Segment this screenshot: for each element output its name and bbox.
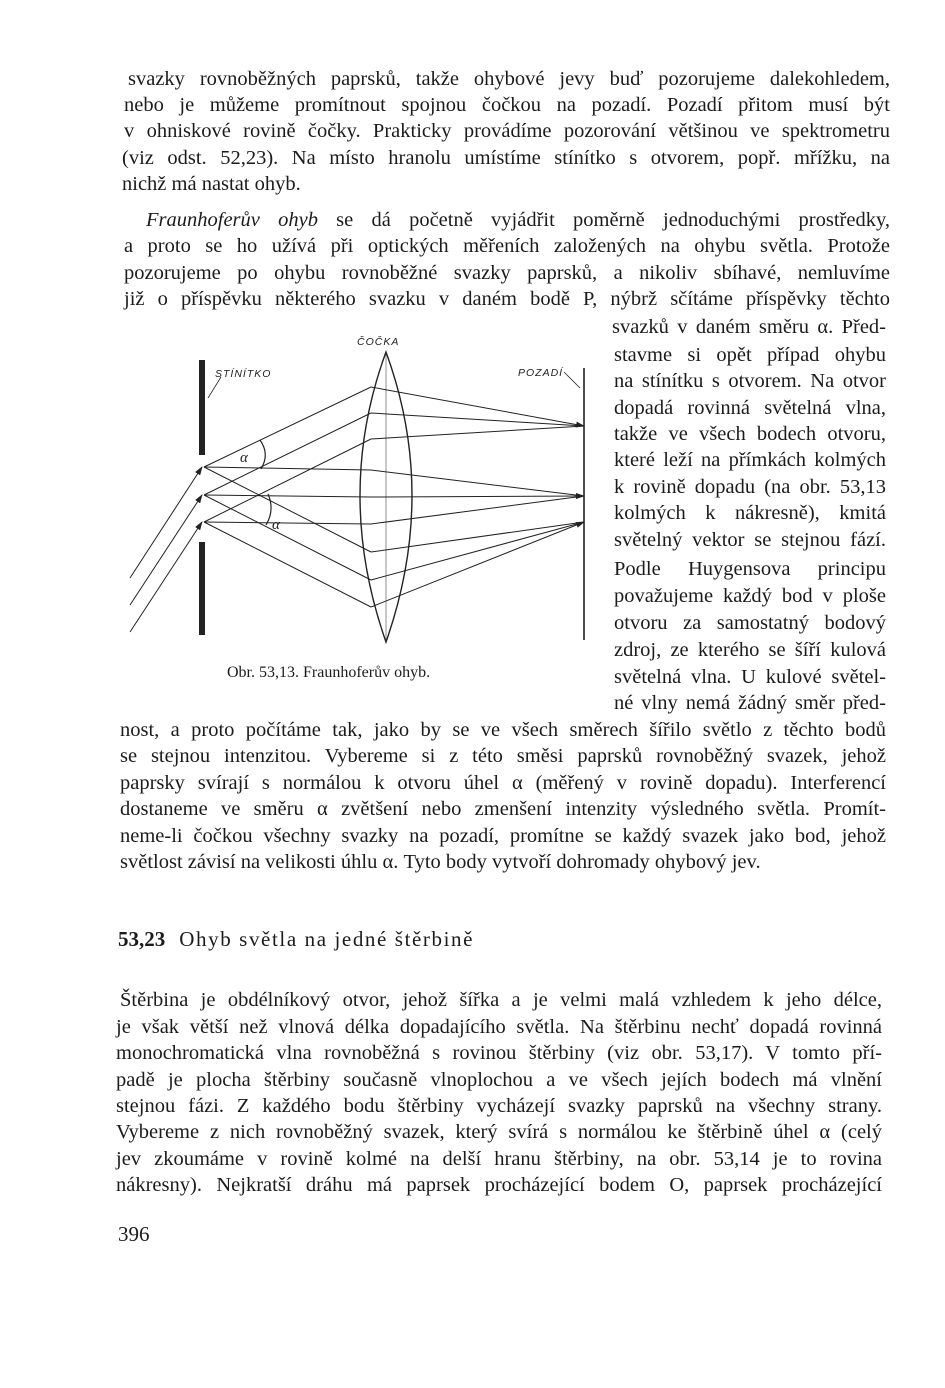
screen-lower-part <box>199 542 205 635</box>
text-line: svazky rovnoběžných paprsků, takže ohybové jevy buď pozorujeme dalekohledem, <box>128 68 890 90</box>
text-line: né vlny nemá žádný směr před- <box>614 692 886 714</box>
focused-ray <box>371 496 584 524</box>
text-line: na stínítku s otvorem. Na otvor <box>614 370 886 392</box>
text-line: světelný vektor se stejnou fází. <box>614 529 886 551</box>
text-line: otvoru za samostatný bodový <box>614 612 886 634</box>
text-line: Podle Huygensova principu <box>614 558 886 580</box>
straight-ray <box>204 495 371 497</box>
text-line: stejnou fázi. Z každého bodu štěrbiny vycházejí svazky paprsků na všechny strany. <box>116 1095 882 1117</box>
incident-ray <box>130 467 202 578</box>
text-line: k rovině dopadu (na obr. 53,13 <box>614 476 886 498</box>
text-line: dostaneme ve směru α zvětšení nebo zmenšení intenzity výsledného světla. Promít- <box>120 798 886 820</box>
text-line: Štěrbina je obdélníkový otvor, jehož šířka a je velmi malá vzhledem k jeho délce, <box>120 989 882 1011</box>
label-lens: ČOČKA <box>357 336 400 348</box>
label-background: POZADÍ <box>518 367 564 379</box>
label-screen: STÍNÍTKO <box>215 368 272 380</box>
screen-upper-part <box>199 360 205 455</box>
diffracted-ray <box>204 413 371 495</box>
angle-label-alpha: α <box>240 450 248 466</box>
text-line: dopadá rovinná světelná vlna, <box>614 397 886 419</box>
text-line: padě je plocha štěrbiny současně vlnoplochou a ve všech jejích bodech má vlnění <box>116 1069 882 1091</box>
text-line: nákresny). Nejkratší dráhu má paprsek procházející bodem O, paprsek procházející <box>116 1174 882 1196</box>
leader-line <box>564 372 580 388</box>
text-line: se stejnou intenzitou. Vybereme si z této směsi paprsků rovnoběžný svazek, jehož <box>120 745 886 767</box>
straight-ray <box>204 467 371 470</box>
figure-caption: Obr. 53,13. Fraunhoferův ohyb. <box>227 664 431 681</box>
focused-ray <box>371 496 584 497</box>
text-line: neme-li čočkou všechny svazky na pozadí, promítne se každý svazek jako bod, jehož <box>120 825 886 847</box>
figure-fraunhofer-diffraction <box>118 330 598 660</box>
text-line: nebo je můžeme promítnout spojnou čočkou na pozadí. Pozadí přitom musí být <box>124 94 890 116</box>
text-line: světelná vlna. U kulové světel- <box>614 666 886 688</box>
text-line: světlost závisí na velikosti úhlu α. Tyto body vytvoří dohromady ohybový jev. <box>120 851 761 873</box>
text-line: kolmých k nákresně), kmitá <box>614 502 886 524</box>
text-line: pozorujeme po ohybu rovnoběžné svazky paprsků, a nikoliv sbíhavé, nemluvíme <box>124 262 890 284</box>
text-line: paprsky svírají s normálou k otvoru úhel α (měřený v rovině dopadu). Interferencí <box>120 772 886 794</box>
diffracted-ray <box>204 495 371 580</box>
page-number: 396 <box>118 1222 150 1246</box>
text-line: a proto se ho užívá při optických měřeních založených na ohybu světla. Protože <box>124 235 890 257</box>
incident-ray <box>130 495 202 605</box>
text-line: považujeme každý bod v ploše <box>614 585 886 607</box>
section-title: Ohyb světla na jedné štěrbině <box>179 927 475 951</box>
focused-ray <box>371 413 584 426</box>
leader-line <box>208 377 221 398</box>
text-line: monochromatická vlna rovnoběžná s rovinou štěrbiny (viz obr. 53,17). V tomto pří- <box>116 1042 882 1064</box>
focused-ray <box>371 426 584 439</box>
incident-ray <box>130 522 202 632</box>
focused-ray <box>371 470 584 496</box>
focused-ray <box>371 522 584 607</box>
text-line: Fraunhoferův ohyb se dá početně vyjádřit poměrně jednoduchými prostředky, <box>146 209 890 231</box>
focused-ray <box>371 522 584 552</box>
text-line: které leží na přímkách kolmých <box>614 449 886 471</box>
text-line: jev zkoumáme v rovině kolmé na delší hranu štěrbiny, na obr. 53,14 je to rovina <box>116 1148 882 1170</box>
focused-ray <box>371 387 584 426</box>
section-heading <box>118 927 474 952</box>
text-line: zdroj, ze kterého se šíří kulová <box>614 639 886 661</box>
text-line: nichž má nastat ohyb. <box>122 173 301 195</box>
diffracted-ray <box>204 387 371 467</box>
angle-arc <box>260 440 265 469</box>
text-line: nost, a proto počítáme tak, jako by se ve všech směrech šířilo světlo z těchto bodů <box>120 719 886 741</box>
text-line: stavme si opět případ ohybu <box>614 344 886 366</box>
text-line: svazků v daném směru α. Před- <box>612 316 886 338</box>
text-line: již o příspěvku některého svazku v daném bodě P, nýbrž sčítáme příspěvky těchto <box>124 288 890 310</box>
section-number: 53,23 <box>118 927 166 951</box>
term-fraunhofer: Fraunhoferův ohyb <box>146 209 318 231</box>
text-line: je však větší než vlnová délka dopadajícího světla. Na štěrbinu nechť dopadá rovinná <box>116 1016 882 1038</box>
text-line: (viz odst. 52,23). Na místo hranolu umístíme stínítko s otvorem, popř. mřížku, na <box>122 147 890 169</box>
text-line: Vybereme z nich rovnoběžný svazek, který svírá s normálou ke štěrbině úhel α (celý <box>116 1121 882 1143</box>
straight-ray <box>204 522 371 524</box>
diffracted-ray <box>204 522 371 607</box>
text-line: takže ve všech bodech otvoru, <box>614 423 886 445</box>
text-line: v ohniskové rovině čočky. Prakticky provádíme pozorování většinou ve spektrometru <box>124 120 890 142</box>
angle-label-alpha: α <box>272 517 280 533</box>
focused-ray <box>371 522 584 580</box>
